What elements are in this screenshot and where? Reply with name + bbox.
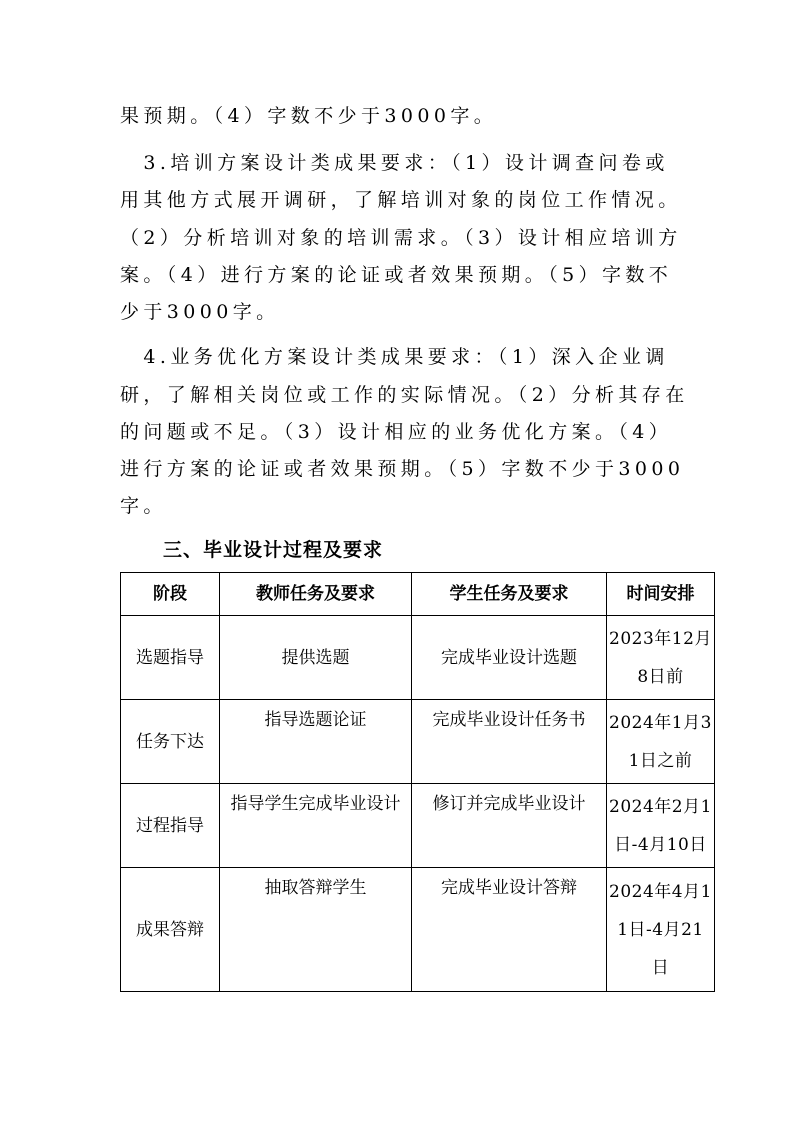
paragraph-line: 案。（4）进行方案的论证或者效果预期。（5）字数不	[120, 264, 673, 286]
header-student-task: 学生任务及要求	[412, 573, 607, 616]
section-heading: 三、毕业设计过程及要求	[163, 539, 384, 561]
cell-stage: 选题指导	[121, 616, 220, 700]
cell-teacher-task: 提供选题	[220, 616, 412, 700]
paragraph-line: 的问题或不足。（3）设计相应的业务优化方案。（4）	[120, 421, 673, 443]
table-header-row	[121, 573, 715, 616]
paragraph-line: 研，了解相关岗位或工作的实际情况。（2）分析其存在	[120, 384, 689, 406]
cell-student-task: 修订并完成毕业设计	[412, 784, 607, 868]
cell-teacher-task: 抽取答辩学生	[220, 868, 412, 992]
cell-student-task: 完成毕业设计任务书	[412, 700, 607, 784]
paragraph-line: 少于3000字。	[120, 301, 280, 323]
header-schedule: 时间安排	[607, 573, 715, 616]
cell-stage: 成果答辩	[121, 868, 220, 992]
cell-schedule: 2024年4月11日-4月21日	[607, 868, 715, 992]
cell-stage: 任务下达	[121, 700, 220, 784]
cell-stage: 过程指导	[121, 784, 220, 868]
paragraph-line: 用其他方式展开调研，了解培训对象的岗位工作情况。	[120, 189, 682, 211]
cell-teacher-task: 指导选题论证	[220, 700, 412, 784]
header-teacher-task: 教师任务及要求	[220, 573, 412, 616]
cell-teacher-task: 指导学生完成毕业设计	[220, 784, 412, 868]
cell-student-task: 完成毕业设计选题	[412, 616, 607, 700]
paragraph-line: 果预期。（4）字数不少于3000字。	[120, 105, 498, 127]
paragraph-line: 3.培训方案设计类成果要求：（1）设计调查问卷或	[120, 152, 669, 174]
cell-schedule: 2024年1月31日之前	[607, 700, 715, 784]
process-table	[120, 572, 715, 992]
cell-student-task: 完成毕业设计答辩	[412, 868, 607, 992]
cell-schedule: 2024年2月1日-4月10日	[607, 784, 715, 868]
table-row	[121, 700, 715, 784]
header-stage: 阶段	[121, 573, 220, 616]
paragraph-line: 进行方案的论证或者效果预期。（5）字数不少于3000	[120, 458, 685, 480]
table-row	[121, 616, 715, 700]
paragraph-line: 4.业务优化方案设计类成果要求：（1）深入企业调	[120, 346, 669, 368]
paragraph-line: 字。	[120, 495, 167, 517]
cell-schedule: 2023年12月8日前	[607, 616, 715, 700]
paragraph-line: （2）分析培训对象的培训需求。（3）设计相应培训方	[120, 227, 682, 249]
table-row	[121, 868, 715, 992]
table-row	[121, 784, 715, 868]
